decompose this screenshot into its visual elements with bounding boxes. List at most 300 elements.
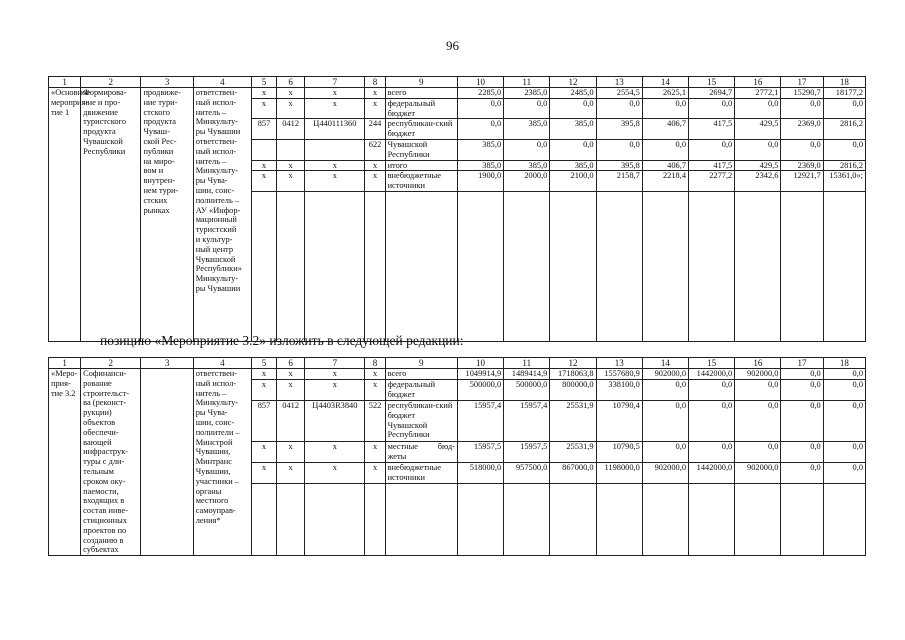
t1-event-name [49, 88, 91, 342]
t2-amount: 0,0 [823, 401, 865, 442]
t1-amount: 385,0 [504, 119, 550, 140]
t2-col-number: 5 [251, 358, 276, 369]
t2-empty-cell [781, 484, 823, 556]
t2-amount: 15957,4 [504, 401, 550, 442]
t1-amount: 12921,7 [781, 171, 823, 192]
t2-target-code: Ц4403R3840 [305, 401, 365, 442]
t1-amount: 15361,0»; [823, 171, 865, 192]
t2-col-number: 8 [365, 358, 385, 369]
t2-amount: 0,0 [735, 442, 781, 463]
t1-expense-type: x [365, 88, 385, 99]
t1-col-number: 12 [550, 77, 596, 88]
t1-target-code: x [305, 171, 365, 192]
t2-amount: 1718063,8 [550, 369, 596, 380]
t1-funding-source: всего [385, 88, 457, 99]
t2-responsible-line: Чувашии, [195, 466, 231, 476]
t1-event-goal-line: публики [143, 146, 174, 156]
t2-amount: 10790,5 [596, 442, 642, 463]
t1-amount: 385,0 [457, 160, 503, 171]
t1-empty-cell [277, 191, 305, 341]
t2-amount: 1557680,9 [596, 369, 642, 380]
t1-expense-type: 622 [365, 139, 385, 160]
t2-expense-type: 522 [365, 401, 385, 442]
t1-empty-cell [385, 191, 457, 341]
t1-budget-code: 857 [251, 119, 276, 140]
t2-responsible-line: участники – [195, 476, 239, 486]
t1-budget-code: x [251, 88, 276, 99]
t1-event-goal-line: вом и [143, 166, 164, 176]
t2-event-title-line: туры с дли- [83, 457, 125, 467]
t1-section-code: x [277, 98, 305, 119]
t1-budget-code: x [251, 171, 276, 192]
t2-empty-cell [251, 484, 276, 556]
t2-funding-source: местные бюд-жеты [385, 442, 457, 463]
t2-amount: 867000,0 [550, 463, 596, 484]
t2-col-number: 4 [193, 358, 251, 369]
t1-empty-cell [305, 191, 365, 341]
t2-funding-source: республикан-ский бюджет Чувашской Республики [385, 401, 457, 442]
t2-amount: 800000,0 [550, 380, 596, 401]
t1-amount: 385,0 [550, 119, 596, 140]
t1-responsible-line: мационный [195, 215, 237, 225]
t1-event-goal [141, 88, 193, 342]
t1-amount: 2342,6 [735, 171, 781, 192]
t1-event-goal-line: ской Рес- [143, 136, 177, 146]
t1-amount: 395,8 [596, 160, 642, 171]
t1-event-title-line: Чувашской [83, 136, 123, 146]
t1-amount: 429,5 [735, 119, 781, 140]
t1-amount: 2369,0 [781, 119, 823, 140]
t2-amount: 0,0 [781, 369, 823, 380]
t2-amount: 0,0 [781, 380, 823, 401]
t1-empty-cell [251, 191, 276, 341]
t2-section-code: x [277, 380, 305, 401]
t1-amount: 2158,7 [596, 171, 642, 192]
t2-empty-cell [305, 484, 365, 556]
t1-amount: 0,0 [823, 139, 865, 160]
t2-event-title-line: входящих в [83, 496, 125, 506]
t2-amount: 0,0 [781, 401, 823, 442]
t1-col-number: 11 [504, 77, 550, 88]
t1-amount: 0,0 [689, 139, 735, 160]
t2-amount: 902000,0 [642, 463, 688, 484]
t2-expense-type: x [365, 442, 385, 463]
t1-budget-code: x [251, 160, 276, 171]
t1-col-number: 10 [457, 77, 503, 88]
t2-event-title-line: стиционных [83, 515, 127, 525]
t2-amount: 25531,9 [550, 442, 596, 463]
t1-responsible-line: ный испол- [195, 97, 237, 107]
t1-amount: 0,0 [504, 98, 550, 119]
t2-col-number: 18 [823, 358, 865, 369]
t1-amount: 2694,7 [689, 88, 735, 99]
t1-amount: 417,5 [689, 160, 735, 171]
t2-amount: 0,0 [689, 401, 735, 442]
t2-amount: 0,0 [689, 380, 735, 401]
t2-responsible-line: самоуправ- [195, 506, 236, 516]
t1-col-number: 4 [193, 77, 251, 88]
t1-amount: 0,0 [823, 98, 865, 119]
t1-responsible-line: полнитель – [195, 195, 240, 205]
t1-funding-source: внебюджетные источники [385, 171, 457, 192]
t1-amount: 2218,4 [642, 171, 688, 192]
t1-funding-source: федеральный бюджет [385, 98, 457, 119]
t1-budget-code [251, 139, 276, 160]
t1-responsible-line: туристский [195, 225, 237, 235]
t2-empty-cell [504, 484, 550, 556]
t2-col-number: 10 [457, 358, 503, 369]
t2-amount: 0,0 [823, 369, 865, 380]
t2-amount: 0,0 [823, 442, 865, 463]
t2-amount: 1049914,9 [457, 369, 503, 380]
t1-empty-cell [781, 191, 823, 341]
t2-event-title-line: рукции) [83, 408, 112, 418]
t2-responsible-line: органы [195, 486, 222, 496]
t2-amount: 0,0 [642, 401, 688, 442]
t1-col-number: 1 [49, 77, 81, 88]
t2-funding-source: федеральный бюджет [385, 380, 457, 401]
t1-event-name-line: мероприя- [51, 97, 89, 107]
t1-funding-source: Чувашской Республики [385, 139, 457, 160]
t2-event-title-line: строительст- [83, 388, 130, 398]
t2-budget-code: 857 [251, 401, 276, 442]
t2-col-number: 13 [596, 358, 642, 369]
t1-expense-type: x [365, 98, 385, 119]
t1-amount: 0,0 [457, 98, 503, 119]
t1-amount: 15290,7 [781, 88, 823, 99]
t2-event-name-line: прия- [51, 378, 71, 388]
t2-event-title-line: вающей [83, 437, 112, 447]
t2-amount: 15957,5 [457, 442, 503, 463]
t2-amount: 15957,5 [504, 442, 550, 463]
t2-event-title [81, 369, 141, 556]
t1-amount: 2485,0 [550, 88, 596, 99]
t2-amount: 338100,0 [596, 380, 642, 401]
t1-event-title-line: Формирова- [83, 88, 127, 97]
t2-event-goal [141, 369, 193, 556]
t2-empty-cell [823, 484, 865, 556]
t2-col-number: 1 [49, 358, 81, 369]
t1-target-code: Ц440111360 [305, 119, 365, 140]
t1-col-number: 15 [689, 77, 735, 88]
t2-section-code: x [277, 442, 305, 463]
t1-event-goal-line: продвиже- [143, 88, 181, 97]
t2-section-code: 0412 [277, 401, 305, 442]
t1-event-name-line: «Основное [51, 88, 91, 97]
t1-responsible-line: Минкульту- [195, 117, 239, 127]
t2-header-row [49, 358, 866, 369]
t1-amount: 406,7 [642, 119, 688, 140]
t1-amount: 395,8 [596, 119, 642, 140]
t1-empty-cell [596, 191, 642, 341]
t1-amount: 417,5 [689, 119, 735, 140]
t2-amount: 0,0 [823, 380, 865, 401]
t1-event-goal-line: стских [143, 195, 168, 205]
t2-amount: 902000,0 [735, 369, 781, 380]
t1-event-title-line: движение [83, 107, 118, 117]
t1-col-number: 13 [596, 77, 642, 88]
t2-target-code: x [305, 380, 365, 401]
t1-responsible-line: ответствен- [195, 88, 238, 97]
t2-event-name [49, 369, 81, 556]
t2-responsible-line: ления* [195, 515, 221, 525]
t2-amount: 902000,0 [642, 369, 688, 380]
t1-amount: 429,5 [735, 160, 781, 171]
t2-event-title-line: Софинанси- [83, 369, 127, 378]
t2-amount: 0,0 [823, 463, 865, 484]
t2-responsible-line: полнители – [195, 427, 240, 437]
t2-event-title-line: инфраструк- [83, 447, 129, 457]
t1-empty-cell [504, 191, 550, 341]
t2-target-code: x [305, 442, 365, 463]
t2-col-number: 7 [305, 358, 365, 369]
t2-col-number: 12 [550, 358, 596, 369]
budget-table-event-3-2 [48, 357, 866, 556]
t1-responsible-line: ный испол- [195, 146, 237, 156]
t1-amount: 385,0 [457, 139, 503, 160]
t1-funding-source: итого [385, 160, 457, 171]
t2-amount: 1489414,9 [504, 369, 550, 380]
t1-amount: 2385,0 [504, 88, 550, 99]
t1-amount: 0,0 [689, 98, 735, 119]
t2-empty-cell [596, 484, 642, 556]
t2-target-code: x [305, 463, 365, 484]
t1-empty-cell [823, 191, 865, 341]
t1-amount: 0,0 [735, 139, 781, 160]
t1-amount: 2554,5 [596, 88, 642, 99]
t1-responsible-line: ный центр [195, 244, 234, 254]
t2-event-title-line: ва (реконст- [83, 398, 126, 408]
t2-funding-source: внебюджетные источники [385, 463, 457, 484]
t2-event-title-line: сроком оку- [83, 476, 126, 486]
t1-event-goal-line: внутрен- [143, 176, 175, 186]
t1-amount: 0,0 [781, 139, 823, 160]
t1-amount: 0,0 [642, 139, 688, 160]
t1-amount: 0,0 [596, 98, 642, 119]
t1-amount: 2000,0 [504, 171, 550, 192]
t1-col-number: 9 [385, 77, 457, 88]
t2-responsible [193, 369, 251, 556]
t1-expense-type: x [365, 160, 385, 171]
t2-amount: 0,0 [642, 442, 688, 463]
t2-responsible-line: шии, соис- [195, 417, 235, 427]
t2-empty-cell [689, 484, 735, 556]
t1-empty-cell [365, 191, 385, 341]
t2-event-title-line: субъектах [83, 545, 119, 555]
t1-event-goal-line: на миро- [143, 156, 175, 166]
t2-amount: 10790,4 [596, 401, 642, 442]
t2-expense-type: x [365, 463, 385, 484]
t2-amount: 25531,9 [550, 401, 596, 442]
t2-empty-cell [385, 484, 457, 556]
t2-amount: 0,0 [735, 401, 781, 442]
t1-event-title-line: продукта [83, 127, 116, 137]
t2-responsible-line: нитель – [195, 388, 227, 398]
t1-responsible-line: Минкульту- [195, 166, 239, 176]
t1-col-number: 17 [781, 77, 823, 88]
t1-section-code [277, 139, 305, 160]
t1-col-number: 16 [735, 77, 781, 88]
t2-amount: 1442000,0 [689, 369, 735, 380]
t1-amount: 0,0 [550, 139, 596, 160]
t1-responsible-line: ры Чувашии [195, 283, 241, 293]
t2-amount: 957500,0 [504, 463, 550, 484]
t1-amount: 2369,0 [781, 160, 823, 171]
t2-col-number: 2 [81, 358, 141, 369]
t2-empty-cell [457, 484, 503, 556]
t1-empty-cell [689, 191, 735, 341]
t1-col-number: 6 [277, 77, 305, 88]
t1-amount: 0,0 [596, 139, 642, 160]
t1-event-title-line: ние и про- [83, 97, 121, 107]
t1-col-number: 18 [823, 77, 865, 88]
t1-target-code: x [305, 160, 365, 171]
t2-amount: 0,0 [642, 380, 688, 401]
t1-responsible-line: ответствен- [195, 136, 238, 146]
t2-empty-cell [642, 484, 688, 556]
t2-section-code: x [277, 463, 305, 484]
t2-empty-cell [735, 484, 781, 556]
amendment-caption: позицию «Мероприятие 3.2» изложить в следующей редакции: [100, 333, 464, 348]
t1-header-row [49, 77, 866, 88]
t2-amount: 500000,0 [457, 380, 503, 401]
t1-amount: 2816,2 [823, 119, 865, 140]
t2-budget-code: x [251, 442, 276, 463]
t1-section-code: x [277, 160, 305, 171]
t2-col-number: 14 [642, 358, 688, 369]
t2-col-number: 9 [385, 358, 457, 369]
page-number: 96 [446, 38, 459, 53]
t2-event-title-line: состав инве- [83, 506, 128, 516]
t1-empty-cell [642, 191, 688, 341]
t2-col-number: 15 [689, 358, 735, 369]
t1-responsible-line: Республики» [195, 264, 242, 274]
t2-col-number: 17 [781, 358, 823, 369]
t1-responsible-line: нитель – [195, 156, 227, 166]
t1-empty-cell [550, 191, 596, 341]
t2-amount: 1442000,0 [689, 463, 735, 484]
t2-col-number: 11 [504, 358, 550, 369]
t1-section-code: x [277, 171, 305, 192]
t1-amount: 385,0 [504, 160, 550, 171]
t1-event-goal-line: Чуваш- [143, 127, 170, 137]
t2-budget-code: x [251, 380, 276, 401]
t2-col-number: 3 [141, 358, 193, 369]
t1-amount: 2100,0 [550, 171, 596, 192]
t1-amount: 0,0 [642, 98, 688, 119]
t1-amount: 0,0 [457, 119, 503, 140]
t1-event-goal-line: нем тури- [143, 185, 179, 195]
t1-amount: 2625,1 [642, 88, 688, 99]
t1-budget-code: x [251, 98, 276, 119]
t2-event-title-line: созданию в [83, 535, 124, 545]
t2-target-code: x [305, 369, 365, 380]
t1-responsible [193, 88, 251, 342]
t2-budget-code: x [251, 463, 276, 484]
t1-responsible-line: Чувашской [195, 254, 236, 264]
budget-table-main-event-1 [48, 76, 866, 342]
t2-funding-source: всего [385, 369, 457, 380]
t2-event-title-line: тельным [83, 466, 114, 476]
t1-col-number: 5 [251, 77, 276, 88]
t2-amount: 15957,4 [457, 401, 503, 442]
t1-event-name-line: тие 1 [51, 107, 70, 117]
t1-target-code [305, 139, 365, 160]
t2-responsible-line: ный испол- [195, 378, 237, 388]
t1-col-number: 7 [305, 77, 365, 88]
t2-amount: 902000,0 [735, 463, 781, 484]
t1-responsible-line: Минкульту- [195, 274, 239, 284]
t2-expense-type: x [365, 369, 385, 380]
t1-event-goal-line: стского [143, 107, 170, 117]
t2-amount: 1198000,0 [596, 463, 642, 484]
t1-event-goal-line: рынках [143, 205, 170, 215]
t2-responsible-line: Минтранс [195, 457, 232, 467]
t1-col-number: 2 [81, 77, 141, 88]
t1-col-number: 14 [642, 77, 688, 88]
t1-responsible-line: ры Чувашии [195, 127, 241, 137]
t2-event-title-line: проектов по [83, 525, 127, 535]
t1-col-number: 3 [141, 77, 193, 88]
t2-amount: 500000,0 [504, 380, 550, 401]
t1-responsible-line: АУ «Инфор- [195, 205, 241, 215]
t2-amount: 0,0 [781, 442, 823, 463]
t1-event-goal-line: ние тури- [143, 97, 178, 107]
t2-event-title-line: паемости, [83, 486, 119, 496]
t2-responsible-line: Чувашии, [195, 447, 231, 457]
t2-event-name-line: тие 3.2 [51, 388, 76, 398]
t1-col-number: 8 [365, 77, 385, 88]
t1-target-code: x [305, 88, 365, 99]
t1-event-title [81, 88, 141, 342]
t2-event-title-line: объектов [83, 417, 116, 427]
t1-amount: 18177,2 [823, 88, 865, 99]
t1-amount: 385,0 [550, 160, 596, 171]
t1-data-row [49, 88, 866, 99]
t2-budget-code: x [251, 369, 276, 380]
t1-amount: 406,7 [642, 160, 688, 171]
t2-amount: 0,0 [689, 442, 735, 463]
t1-amount: 1900,0 [457, 171, 503, 192]
t1-section-code: x [277, 88, 305, 99]
t2-data-row [49, 369, 866, 380]
t1-responsible-line: ры Чува- [195, 176, 228, 186]
t1-funding-source: республикан-ский бюджет [385, 119, 457, 140]
t1-responsible-line: и культур- [195, 234, 233, 244]
t1-amount: 2285,0 [457, 88, 503, 99]
t2-responsible-line: Минкульту- [195, 398, 239, 408]
t2-col-number: 16 [735, 358, 781, 369]
t1-amount: 0,0 [781, 98, 823, 119]
t1-amount: 2816,2 [823, 160, 865, 171]
t1-responsible-line: нитель – [195, 107, 227, 117]
t1-event-title-line: Республики [83, 146, 126, 156]
t2-empty-cell [550, 484, 596, 556]
t2-expense-type: x [365, 380, 385, 401]
t2-responsible-line: Минстрой [195, 437, 233, 447]
t2-amount: 0,0 [735, 380, 781, 401]
t2-event-title-line: обеспечи- [83, 427, 119, 437]
t1-expense-type: x [365, 171, 385, 192]
t2-empty-cell [277, 484, 305, 556]
t1-amount: 0,0 [504, 139, 550, 160]
t1-amount: 0,0 [550, 98, 596, 119]
t1-expense-type: 244 [365, 119, 385, 140]
t2-amount: 518000,0 [457, 463, 503, 484]
t1-amount: 0,0 [735, 98, 781, 119]
t1-event-title-line: туристского [83, 117, 127, 127]
t1-empty-cell [457, 191, 503, 341]
